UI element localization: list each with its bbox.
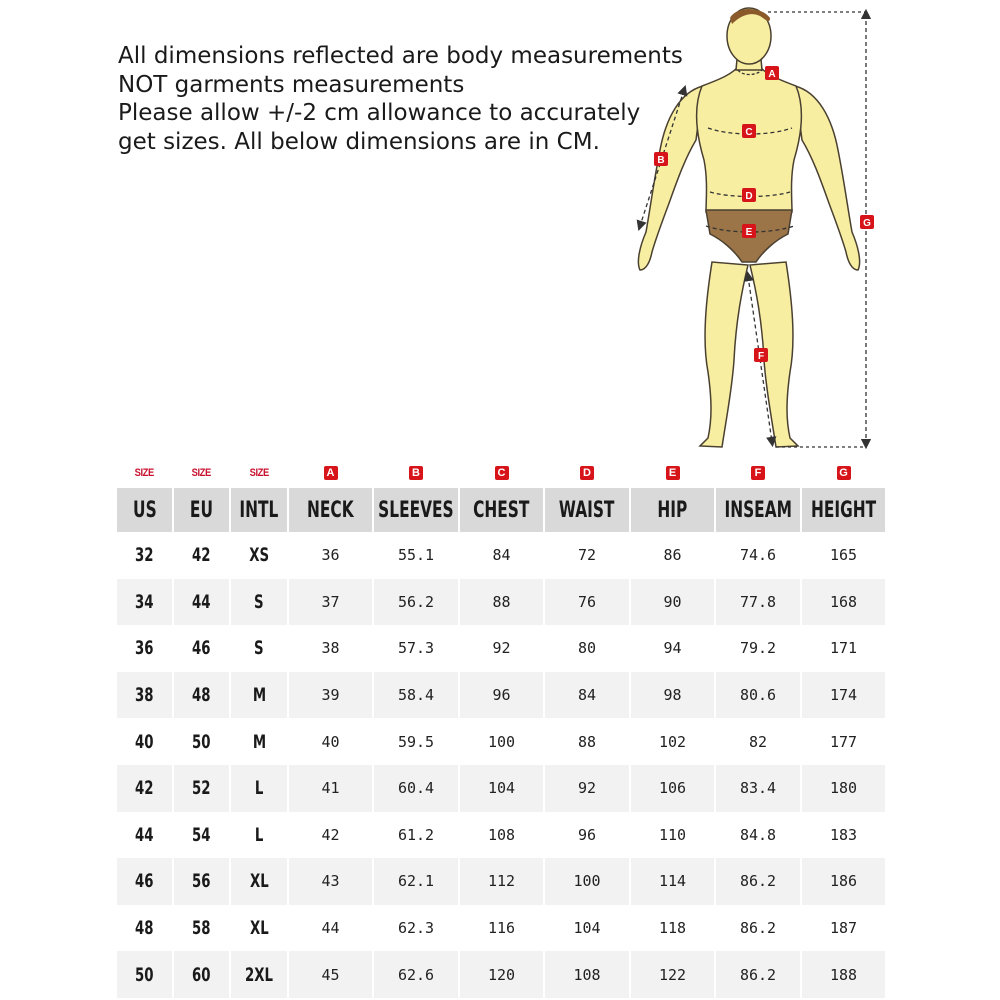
table-cell-value: 40 [321,732,340,751]
table-cell [631,905,716,952]
measurement-letter-badge: G [837,466,851,480]
table-cell [231,625,289,672]
table-cell [374,672,460,719]
table-cell [289,812,374,859]
table-cell [716,718,802,765]
table-cell-value: 34 [135,590,154,613]
measurement-letter-badge: B [409,466,423,480]
table-cell-value: 187 [829,919,858,938]
table-cell-value: 60.4 [397,779,435,798]
column-tag-cell [545,458,631,488]
table-cell-value: 48 [192,684,211,707]
badge-d-label: D [745,191,753,202]
table-cell [374,718,460,765]
table-cell-value: 46 [192,637,211,660]
measurement-letter-badge: A [324,466,338,480]
table-cell [545,718,631,765]
table-cell [374,579,460,626]
table-cell-value: 108 [487,825,516,844]
table-cell [289,951,374,998]
table-cell-value: M [252,730,266,753]
table-cell-value: 39 [321,686,340,705]
table-cell [174,718,231,765]
table-cell-value: 86.2 [739,919,777,938]
table-cell-value: 177 [829,732,858,751]
table-cell-value: 80 [577,639,597,658]
table-cell-value: 36 [321,546,340,565]
table-cell-value: 42 [135,777,154,800]
table-cell-value: 62.1 [397,872,435,891]
table-cell-value: 104 [487,779,516,798]
table-cell [231,858,289,905]
table-cell [460,905,545,952]
column-header [716,488,802,532]
table-cell-value: 116 [487,919,516,938]
table-cell [289,718,374,765]
badge-a-label: A [768,69,776,80]
table-cell-value: 58 [192,917,211,940]
badge-b-label: B [657,155,665,166]
column-tag-cell [460,458,545,488]
table-cell-value: XL [249,917,269,940]
table-cell [374,858,460,905]
table-cell-value: XS [249,544,269,567]
table-cell [174,672,231,719]
table-cell-value: 98 [663,686,682,705]
table-cell [374,812,460,859]
table-cell [545,812,631,859]
table-cell [117,812,174,859]
table-cell-value: 100 [573,872,601,891]
table-cell [289,532,374,579]
table-cell [802,812,887,859]
table-cell [289,672,374,719]
table-cell [117,951,174,998]
table-cell [460,858,545,905]
table-cell [460,812,545,859]
table-cell-value: 57.3 [397,639,435,658]
column-tag-cell [117,458,174,488]
table-cell-value: 52 [192,777,211,800]
table-cell [716,812,802,859]
table-cell-value: 54 [192,823,211,846]
table-cell [460,532,545,579]
column-header [174,488,231,532]
table-cell-value: 94 [663,639,682,658]
table-cell-value: XL [249,870,269,893]
measurement-letter-badge: C [495,466,509,480]
column-header-label: WAIST [559,497,615,523]
table-cell [802,951,887,998]
column-tag-cell [231,458,289,488]
table-cell-value: M [252,684,266,707]
table-cell-value: 72 [577,546,597,565]
body-measurement-figure [620,0,890,458]
table-cell-value: 32 [135,544,154,567]
table-cell [716,765,802,812]
table-cell-value: 58.4 [397,686,435,705]
table-cell [631,532,716,579]
table-cell-value: 62.6 [397,965,435,984]
table-cell-value: 84 [492,546,511,565]
table-cell-value: 42 [192,544,211,567]
table-cell [802,672,887,719]
table-cell-value: L [254,777,264,800]
table-cell-value: 92 [577,779,597,798]
table-cell-value: 110 [658,825,687,844]
table-cell [117,765,174,812]
table-cell-value: 77.8 [739,592,777,611]
column-tag-cell [289,458,374,488]
table-cell [174,579,231,626]
table-cell-value: 183 [829,825,858,844]
table-cell-value: 106 [658,779,687,798]
size-chart-table [117,458,882,998]
table-cell [545,858,631,905]
table-cell-value: 86.2 [739,965,777,984]
table-cell [802,905,887,952]
table-cell-value: 44 [135,823,154,846]
table-cell [802,858,887,905]
table-cell [374,951,460,998]
table-cell [174,812,231,859]
table-cell-value: 59.5 [397,732,435,751]
table-cell [289,858,374,905]
measurement-note [118,42,683,156]
table-cell [117,532,174,579]
table-cell [374,905,460,952]
table-cell-value: 96 [492,686,511,705]
table-cell-value: 171 [829,639,858,658]
table-cell-value: 56.2 [397,592,435,611]
table-cell [231,718,289,765]
table-cell [716,951,802,998]
column-header [289,488,374,532]
table-cell-value: 41 [321,779,340,798]
table-cell [231,905,289,952]
column-tag-cell [802,458,887,488]
table-cell [289,579,374,626]
table-cell-value: 86.2 [739,872,777,891]
table-cell [802,532,887,579]
table-cell-value: 42 [321,825,340,844]
size-tag: SIZE [249,467,269,479]
table-cell [374,532,460,579]
column-header [545,488,631,532]
table-cell-value: 90 [663,592,682,611]
table-cell [231,672,289,719]
table-cell-value: 56 [192,870,211,893]
table-cell [545,951,631,998]
table-cell [716,905,802,952]
table-cell [460,718,545,765]
table-cell-value: 180 [829,779,858,798]
table-cell [117,672,174,719]
table-cell-value: 165 [829,546,858,565]
table-cell-value: 108 [573,965,601,984]
table-cell [545,905,631,952]
table-cell [716,858,802,905]
table-cell [802,579,887,626]
table-cell [374,765,460,812]
table-cell [174,905,231,952]
column-header [460,488,545,532]
column-header-label: HEIGHT [810,497,877,523]
table-cell-value: 122 [658,965,687,984]
table-cell-value: 120 [487,965,516,984]
table-cell [174,625,231,672]
table-cell-value: 82 [748,732,768,751]
table-cell-value: 174 [829,686,858,705]
badge-e-label: E [745,227,753,238]
table-cell-value: 76 [577,592,597,611]
table-cell-value: 61.2 [397,825,435,844]
column-header [802,488,887,532]
table-cell [631,672,716,719]
table-cell [545,532,631,579]
table-cell-value: L [254,823,264,846]
table-cell-value: 46 [135,870,154,893]
column-tag-cell [631,458,716,488]
table-cell [802,765,887,812]
table-cell [631,812,716,859]
table-cell-value: 74.6 [739,546,777,565]
table-cell [117,625,174,672]
badge-f-label: F [757,351,765,362]
column-header-label: INTL [239,497,279,523]
table-cell-value: 50 [192,730,211,753]
table-cell-value: 36 [135,637,154,660]
column-tag-cell [374,458,460,488]
table-cell [631,951,716,998]
table-cell [460,625,545,672]
table-cell [231,812,289,859]
table-cell [631,858,716,905]
column-header-label: HIP [657,497,688,523]
column-header-label: NECK [307,497,354,523]
table-cell-value: 84.8 [739,825,777,844]
table-cell-value: 118 [658,919,687,938]
note-line-2: NOT garments measurements [118,71,465,98]
table-cell [289,905,374,952]
column-header [117,488,174,532]
size-tag: SIZE [134,467,155,479]
table-cell [716,625,802,672]
badge-c-label: C [745,127,753,138]
column-tag-cell [174,458,231,488]
table-cell-value: 79.2 [739,639,777,658]
table-cell-value: 60 [192,963,211,986]
table-cell-value: 44 [192,590,211,613]
table-cell [631,718,716,765]
table-cell-value: 186 [829,872,858,891]
table-cell [631,625,716,672]
column-header-label: CHEST [473,497,530,523]
table-cell [117,905,174,952]
table-cell [174,532,231,579]
table-cell-value: 40 [135,730,154,753]
table-cell-value: 83.4 [739,779,777,798]
note-line-4: get sizes. All below dimensions are in CM. [118,128,600,155]
table-cell-value: S [254,637,264,660]
column-header [374,488,460,532]
table-cell-value: S [254,590,264,613]
table-cell [289,625,374,672]
size-tag: SIZE [191,467,212,479]
table-cell [545,765,631,812]
measurement-letter-badge: F [751,466,765,480]
table-cell [460,579,545,626]
table-cell [231,765,289,812]
note-line-3: Please allow +/-2 cm allowance to accurately [118,100,641,126]
table-cell-value: 102 [658,732,687,751]
table-cell [117,579,174,626]
table-cell-value: 100 [487,732,516,751]
table-cell-value: 37 [321,592,340,611]
table-cell [231,532,289,579]
table-cell-value: 104 [573,919,601,938]
table-cell-value: 86 [663,546,682,565]
table-cell-value: 43 [321,872,340,891]
table-cell [460,951,545,998]
table-cell-value: 2XL [244,963,273,986]
table-cell-value: 88 [577,732,597,751]
column-header-label: INSEAM [724,497,792,523]
table-cell-value: 80.6 [739,686,777,705]
table-cell [716,532,802,579]
column-header-label: EU [189,497,214,523]
measurement-letter-badge: D [580,466,594,480]
table-cell [231,579,289,626]
table-cell-value: 55.1 [397,546,435,565]
table-cell [802,718,887,765]
table-cell [631,579,716,626]
column-header-label: US [132,497,157,523]
table-cell [174,858,231,905]
table-cell [117,858,174,905]
measurement-letter-badge: E [666,466,680,480]
table-cell [631,765,716,812]
table-cell [460,765,545,812]
table-cell-value: 44 [321,919,340,938]
table-cell [374,625,460,672]
table-cell-value: 168 [829,592,858,611]
column-tag-cell [716,458,802,488]
table-cell-value: 84 [577,686,597,705]
column-header [231,488,289,532]
table-cell-value: 92 [492,639,511,658]
table-cell [545,579,631,626]
table-cell-value: 112 [487,872,516,891]
table-cell-value: 96 [577,825,597,844]
table-cell [289,765,374,812]
table-cell-value: 38 [135,684,154,707]
column-header [631,488,716,532]
table-cell-value: 38 [321,639,340,658]
table-cell [231,951,289,998]
table-cell-value: 45 [321,965,340,984]
badge-g-label: G [863,218,871,229]
table-cell-value: 62.3 [397,919,435,938]
table-cell-value: 114 [658,872,687,891]
table-cell [716,672,802,719]
table-cell [460,672,545,719]
table-cell-value: 50 [135,963,154,986]
column-header-label: SLEEVES [378,497,454,523]
note-line-1: All dimensions reflected are body measurements [118,43,683,69]
table-cell [117,718,174,765]
table-cell [174,765,231,812]
table-cell-value: 188 [829,965,858,984]
table-cell-value: 88 [492,592,511,611]
table-cell [545,672,631,719]
table-cell [716,579,802,626]
table-cell [174,951,231,998]
table-cell [545,625,631,672]
table-cell [802,625,887,672]
table-cell-value: 48 [135,917,154,940]
